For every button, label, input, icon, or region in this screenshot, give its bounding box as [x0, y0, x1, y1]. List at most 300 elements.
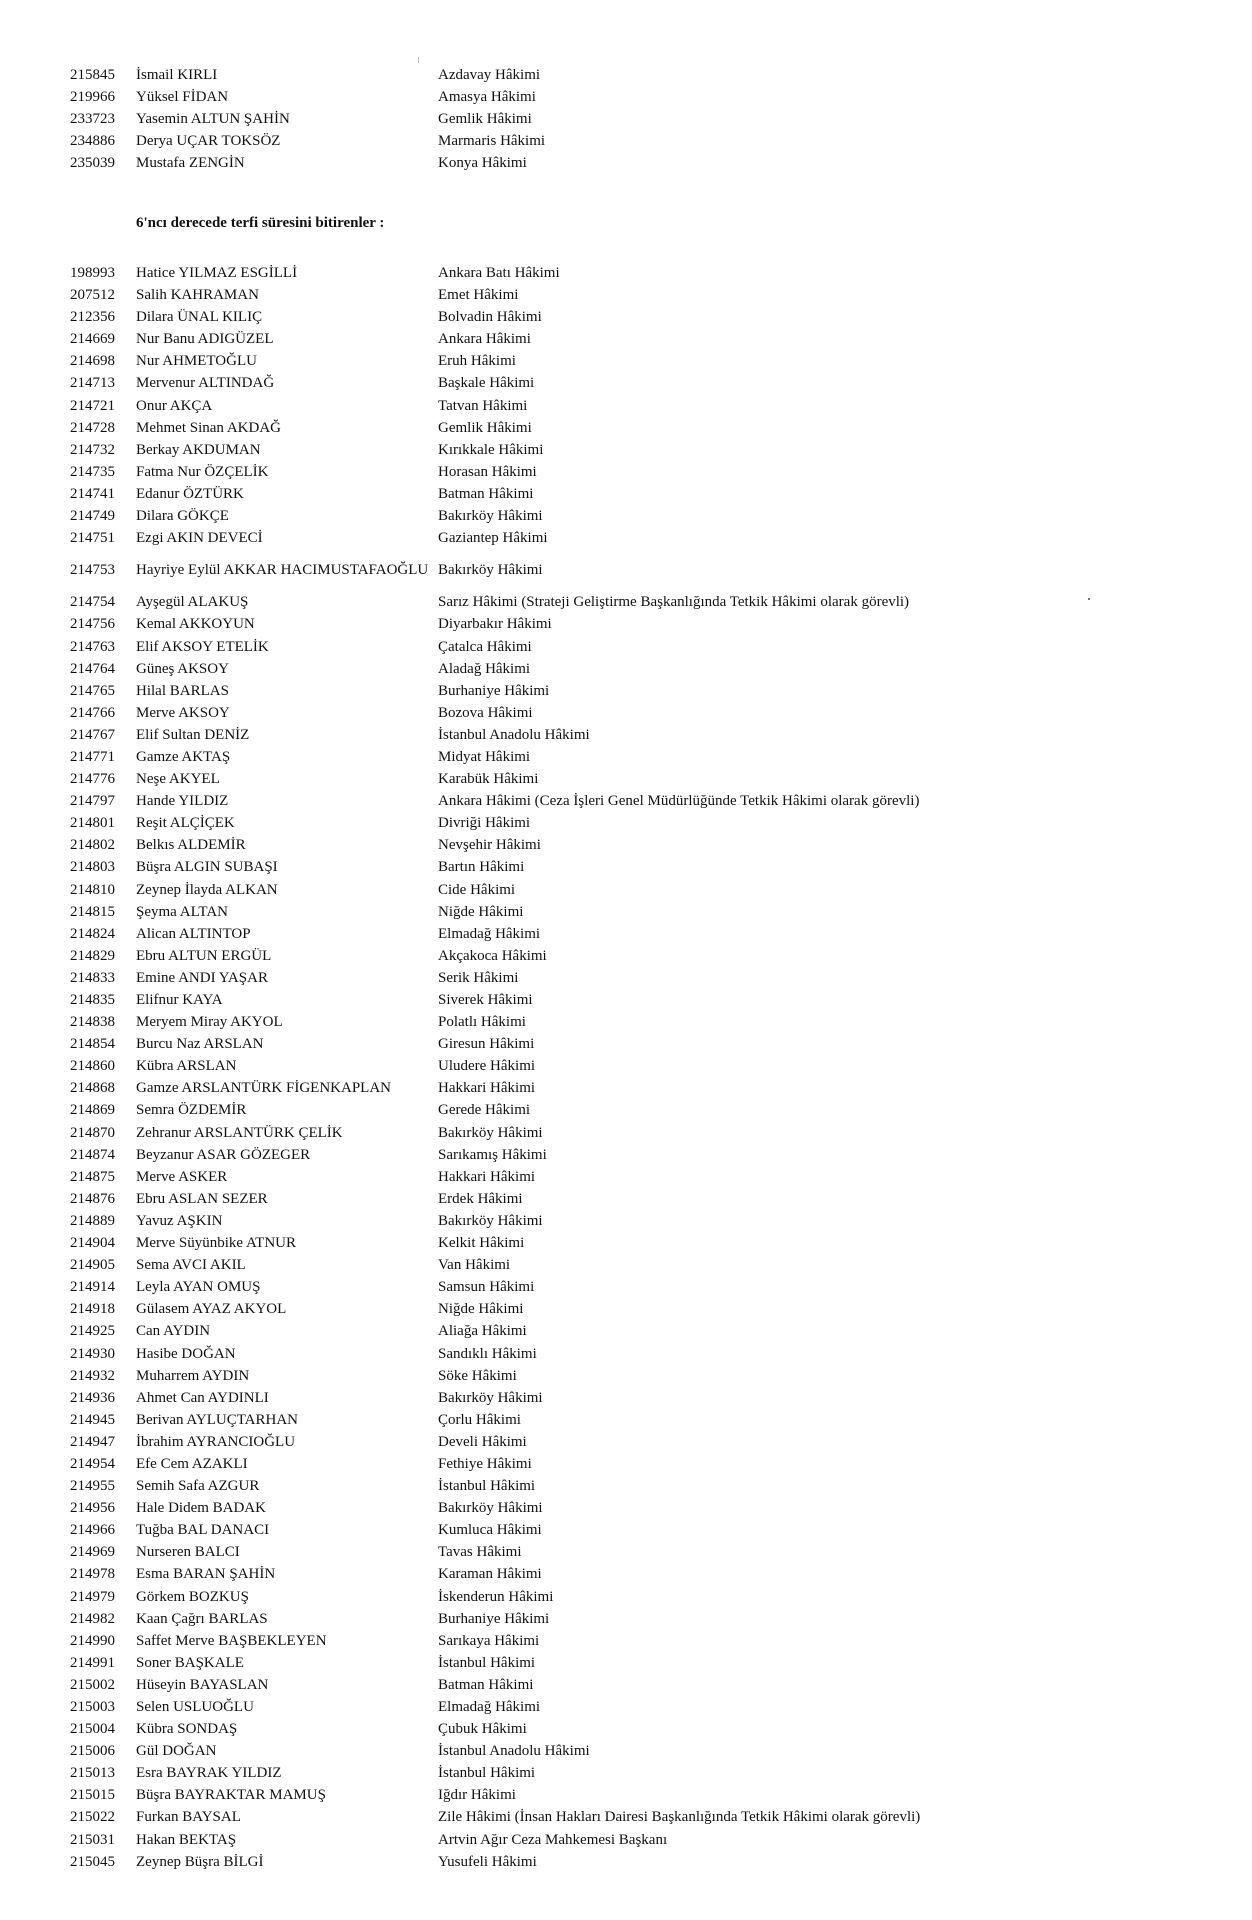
duty-station: Kırıkkale Hâkimi [438, 441, 544, 458]
list-item [0, 1497, 1252, 1519]
person-name: Efe Cem AZAKLI [136, 1455, 248, 1472]
sicil-number: 214810 [70, 881, 115, 898]
list-item [0, 636, 1252, 658]
duty-station: Bakırköy Hâkimi [438, 1212, 543, 1229]
person-name: Beyzanur ASAR GÖZEGER [136, 1146, 311, 1163]
list-item [0, 879, 1252, 901]
duty-station: Nevşehir Hâkimi [438, 837, 541, 854]
duty-station: Başkale Hâkimi [438, 375, 535, 392]
list-item [0, 439, 1252, 461]
person-name: Merve Süyünbike ATNUR [136, 1235, 296, 1252]
person-name: Hüseyin BAYASLAN [136, 1676, 269, 1693]
sicil-number: 214954 [70, 1455, 115, 1472]
person-name: Meryem Miray AKYOL [136, 1014, 283, 1031]
sicil-number: 214803 [70, 859, 115, 876]
list-item [0, 1740, 1252, 1762]
person-name: Gülasem AYAZ AKYOL [136, 1301, 287, 1318]
person-name: Merve AKSOY [136, 704, 230, 721]
sicil-number: 214815 [70, 903, 115, 920]
duty-station: Giresun Hâkimi [438, 1036, 535, 1053]
sicil-number: 215031 [70, 1831, 115, 1848]
sicil-number: 214732 [70, 441, 115, 458]
person-name: Dilara GÖKÇE [136, 508, 229, 525]
scan-artifact-dot [1088, 598, 1090, 600]
scan-artifact-mark [418, 57, 419, 63]
person-name: Hatice YILMAZ ESGİLLİ [136, 265, 298, 281]
sicil-number: 214741 [70, 485, 115, 502]
list-item [0, 64, 1252, 86]
person-name: Yasemin ALTUN ŞAHİN [136, 111, 290, 128]
person-name: Esra BAYRAK YILDIZ [136, 1765, 282, 1782]
list-item [0, 1652, 1252, 1674]
sicil-number: 214754 [70, 594, 115, 611]
sicil-number: 215006 [70, 1743, 115, 1760]
list-item [0, 1806, 1252, 1828]
list-item [0, 483, 1252, 505]
list-item [0, 746, 1252, 768]
list-item [0, 152, 1252, 174]
sicil-number: 219966 [70, 89, 115, 106]
person-name: Zeynep Büşra BİLGİ [136, 1853, 264, 1870]
duty-station: Samsun Hâkimi [438, 1279, 535, 1296]
duty-station: İstanbul Hâkimi [438, 1478, 536, 1495]
person-name: Ebru ASLAN SEZER [136, 1190, 268, 1207]
duty-station: Amasya Hâkimi [438, 89, 536, 106]
list-item [0, 1630, 1252, 1652]
person-name: Leyla AYAN OMUŞ [136, 1279, 261, 1296]
duty-station: Marmaris Hâkimi [438, 133, 546, 150]
duty-station: Elmadağ Hâkimi [438, 925, 541, 942]
person-name: Can AYDIN [136, 1323, 211, 1340]
person-name: Berkay AKDUMAN [136, 441, 261, 458]
sicil-number: 214991 [70, 1654, 115, 1671]
sicil-number: 214979 [70, 1588, 115, 1605]
duty-station: Eruh Hâkimi [438, 353, 516, 370]
person-name: Kübra SONDAŞ [136, 1721, 238, 1738]
duty-station: Tavas Hâkimi [438, 1544, 522, 1561]
person-name: İbrahim AYRANCIOĞLU [136, 1433, 296, 1450]
list-item [0, 1674, 1252, 1696]
person-name: Güneş AKSOY [136, 660, 229, 677]
duty-station: Develi Hâkimi [438, 1433, 527, 1450]
list-item [0, 284, 1252, 306]
sicil-number: 214767 [70, 726, 115, 743]
sicil-number: 214982 [70, 1610, 115, 1627]
list-item [0, 1608, 1252, 1630]
row-gap [0, 581, 1252, 591]
duty-station: İstanbul Hâkimi [438, 1654, 536, 1671]
sicil-number: 215045 [70, 1853, 115, 1870]
person-name: Dilara ÜNAL KILIÇ [136, 309, 263, 326]
duty-station: İstanbul Hâkimi [438, 1765, 536, 1782]
sicil-number: 214728 [70, 419, 115, 436]
person-name: Kemal AKKOYUN [136, 616, 255, 633]
sicil-number: 207512 [70, 287, 115, 304]
sicil-number: 214749 [70, 508, 115, 525]
list-item [0, 591, 1252, 613]
sicil-number: 214766 [70, 704, 115, 721]
person-name: Salih KAHRAMAN [136, 287, 259, 304]
list-item [0, 417, 1252, 439]
person-name: Semih Safa AZGUR [136, 1478, 260, 1495]
duty-station: Bakırköy Hâkimi [438, 562, 543, 579]
duty-station: Sarız Hâkimi (Strateji Geliştirme Başkanlığında Tetkik Hâkimi olarak görevli) [438, 594, 910, 611]
sicil-number: 214765 [70, 682, 115, 699]
person-name: Nur Banu ADIGÜZEL [136, 331, 274, 348]
list-item [0, 812, 1252, 834]
sicil-number: 215015 [70, 1787, 115, 1804]
duty-station: Burhaniye Hâkimi [438, 682, 550, 699]
duty-station: Aladağ Hâkimi [438, 660, 531, 677]
sicil-number: 215845 [70, 67, 115, 83]
duty-station: Gerede Hâkimi [438, 1102, 531, 1119]
duty-station: Horasan Hâkimi [438, 463, 537, 480]
sicil-number: 214801 [70, 815, 115, 832]
sicil-number: 214932 [70, 1367, 115, 1384]
list-item [0, 1232, 1252, 1254]
sicil-number: 214860 [70, 1058, 115, 1075]
sicil-number: 214978 [70, 1566, 115, 1583]
duty-station: Söke Hâkimi [438, 1367, 517, 1384]
list-item [0, 1851, 1252, 1873]
list-item [0, 1519, 1252, 1541]
sicil-number: 214802 [70, 837, 115, 854]
duty-station: Gemlik Hâkimi [438, 419, 532, 436]
list-item [0, 768, 1252, 790]
duty-station: Midyat Hâkimi [438, 748, 531, 765]
sicil-number: 214874 [70, 1146, 115, 1163]
sicil-number: 214753 [70, 562, 115, 579]
list-item [0, 856, 1252, 878]
sicil-number: 214945 [70, 1411, 115, 1428]
person-name: Merve ASKER [136, 1168, 228, 1185]
duty-station: Çubuk Hâkimi [438, 1721, 527, 1738]
list-item [0, 1475, 1252, 1497]
sicil-number: 214771 [70, 748, 115, 765]
list-item [0, 790, 1252, 812]
list-item [0, 1453, 1252, 1475]
sicil-number: 212356 [70, 309, 115, 326]
list-item [0, 1409, 1252, 1431]
list-item [0, 130, 1252, 152]
sicil-number: 214956 [70, 1500, 115, 1517]
duty-station: Akçakoca Hâkimi [438, 947, 547, 964]
sicil-number: 233723 [70, 111, 115, 128]
person-name: Selen USLUOĞLU [136, 1699, 254, 1715]
row-gap [0, 549, 1252, 559]
duty-station: Yusufeli Hâkimi [438, 1853, 537, 1870]
person-name: İsmail KIRLI [136, 67, 218, 83]
person-name: Alican ALTINTOP [136, 925, 251, 942]
person-name: Muharrem AYDIN [136, 1367, 250, 1384]
duty-station: Bozova Hâkimi [438, 704, 533, 721]
list-group-1 [0, 64, 1252, 174]
sicil-number: 214797 [70, 793, 115, 810]
list-item [0, 1829, 1252, 1851]
person-name: Zehranur ARSLANTÜRK ÇELİK [136, 1124, 343, 1141]
person-name: Yavuz AŞKIN [136, 1212, 223, 1229]
duty-station: Kumluca Hâkimi [438, 1522, 542, 1539]
sicil-number: 214966 [70, 1522, 115, 1539]
sicil-number: 214869 [70, 1102, 115, 1119]
duty-station: Niğde Hâkimi [438, 1301, 524, 1318]
list-item [0, 1762, 1252, 1784]
duty-station: Burhaniye Hâkimi [438, 1610, 550, 1627]
sicil-number: 214947 [70, 1433, 115, 1450]
person-name: Mervenur ALTINDAĞ [136, 375, 275, 392]
list-item [0, 328, 1252, 350]
duty-station: Hakkari Hâkimi [438, 1080, 536, 1097]
duty-station: Sarıkaya Hâkimi [438, 1632, 540, 1649]
sicil-number: 215022 [70, 1809, 115, 1826]
list-item [0, 1276, 1252, 1298]
sicil-number: 214829 [70, 947, 115, 964]
person-name: Emine ANDI YAŞAR [136, 969, 268, 986]
list-item [0, 1343, 1252, 1365]
duty-station: İstanbul Anadolu Hâkimi [438, 726, 590, 743]
duty-station: Iğdır Hâkimi [438, 1787, 516, 1804]
person-name: Hilal BARLAS [136, 682, 229, 699]
duty-station: Hakkari Hâkimi [438, 1168, 536, 1185]
duty-station: Karaman Hâkimi [438, 1566, 542, 1583]
duty-station: Bartın Hâkimi [438, 859, 525, 876]
person-name: Büşra ALGIN SUBAŞI [136, 859, 278, 876]
list-item [0, 1718, 1252, 1740]
person-name: Büşra BAYRAKTAR MAMUŞ [136, 1787, 326, 1804]
sicil-number: 214868 [70, 1080, 115, 1097]
sicil-number: 214918 [70, 1301, 115, 1318]
sicil-number: 214776 [70, 771, 115, 788]
duty-station: Polatlı Hâkimi [438, 1014, 526, 1031]
duty-station: Erdek Hâkimi [438, 1190, 523, 1207]
person-name: Fatma Nur ÖZÇELİK [136, 463, 269, 480]
duty-station: Tatvan Hâkimi [438, 397, 528, 414]
person-name: Esma BARAN ŞAHİN [136, 1566, 276, 1583]
sicil-number: 198993 [70, 265, 115, 281]
duty-station: Sarıkamış Hâkimi [438, 1146, 547, 1163]
person-name: Hasibe DOĞAN [136, 1345, 236, 1362]
list-item [0, 1254, 1252, 1276]
list-item [0, 945, 1252, 967]
duty-station: İstanbul Anadolu Hâkimi [438, 1743, 590, 1760]
list-item [0, 1188, 1252, 1210]
duty-station: Bakırköy Hâkimi [438, 1389, 543, 1406]
duty-station: İskenderun Hâkimi [438, 1588, 554, 1605]
list-item [0, 505, 1252, 527]
person-name: Mustafa ZENGİN [136, 155, 245, 172]
duty-station: Siverek Hâkimi [438, 992, 533, 1008]
person-name: Gül DOĞAN [136, 1743, 217, 1760]
sicil-number: 234886 [70, 133, 115, 150]
person-name: Burcu Naz ARSLAN [136, 1036, 264, 1053]
duty-station: Sandıklı Hâkimi [438, 1345, 537, 1362]
list-item [0, 613, 1252, 635]
duty-station: Ankara Batı Hâkimi [438, 265, 560, 281]
person-name: Gamze AKTAŞ [136, 748, 231, 765]
list-item [0, 108, 1252, 130]
duty-station: Azdavay Hâkimi [438, 67, 541, 83]
sicil-number: 214876 [70, 1190, 115, 1207]
person-name: Ahmet Can AYDINLI [136, 1389, 269, 1406]
sicil-number: 214889 [70, 1212, 115, 1229]
list-item [0, 1099, 1252, 1121]
duty-station: Bakırköy Hâkimi [438, 508, 543, 525]
person-name: Hale Didem BADAK [136, 1500, 266, 1517]
list-item [0, 372, 1252, 394]
duty-station: Serik Hâkimi [438, 969, 519, 986]
sicil-number: 214854 [70, 1036, 115, 1053]
duty-station: Bakırköy Hâkimi [438, 1124, 543, 1141]
person-name: Mehmet Sinan AKDAĞ [136, 419, 281, 436]
duty-station: Batman Hâkimi [438, 485, 534, 502]
list-item [0, 1387, 1252, 1409]
person-name: Neşe AKYEL [136, 771, 220, 788]
list-item [0, 724, 1252, 746]
duty-station: Kelkit Hâkimi [438, 1235, 525, 1252]
duty-station: Bolvadin Hâkimi [438, 309, 542, 326]
person-name: Yüksel FİDAN [136, 89, 229, 106]
sicil-number: 214930 [70, 1345, 115, 1362]
list-item [0, 1166, 1252, 1188]
person-name: Ayşegül ALAKUŞ [136, 594, 249, 611]
person-name: Elifnur KAYA [136, 992, 223, 1008]
duty-station: Zile Hâkimi (İnsan Hakları Dairesi Başkanlığında Tetkik Hâkimi olarak görevli) [438, 1809, 921, 1826]
person-name: Ezgi AKIN DEVECİ [136, 530, 263, 547]
list-item [0, 1210, 1252, 1232]
person-name: Şeyma ALTAN [136, 903, 228, 920]
list-item [0, 559, 1252, 581]
person-name: Reşit ALÇİÇEK [136, 815, 235, 832]
list-item [0, 989, 1252, 1011]
list-subgroup-b [0, 559, 1252, 581]
section-heading: 6'ncı derecede terfi süresini bitirenler : [136, 215, 385, 231]
sicil-number: 214904 [70, 1235, 115, 1252]
person-name: Görkem BOZKUŞ [136, 1588, 249, 1605]
duty-station: Karabük Hâkimi [438, 771, 539, 788]
list-item [0, 350, 1252, 372]
person-name: Hande YILDIZ [136, 793, 229, 810]
list-item [0, 306, 1252, 328]
duty-station: Niğde Hâkimi [438, 903, 524, 920]
list-item [0, 1320, 1252, 1342]
duty-station: Batman Hâkimi [438, 1676, 534, 1693]
person-name: Sema AVCI AKIL [136, 1257, 246, 1274]
sicil-number: 214833 [70, 969, 115, 986]
list-item [0, 1298, 1252, 1320]
person-name: Gamze ARSLANTÜRK FİGENKAPLAN [136, 1080, 391, 1097]
person-name: Edanur ÖZTÜRK [136, 485, 244, 502]
sicil-number: 214870 [70, 1124, 115, 1141]
list-item [0, 1033, 1252, 1055]
duty-station: Bakırköy Hâkimi [438, 1500, 543, 1517]
list-item [0, 702, 1252, 724]
duty-station: Ankara Hâkimi [438, 331, 531, 348]
duty-station: Diyarbakır Hâkimi [438, 616, 552, 633]
list-item [0, 1055, 1252, 1077]
list-item [0, 1784, 1252, 1806]
sicil-number: 215004 [70, 1721, 115, 1738]
person-name: Zeynep İlayda ALKAN [136, 881, 278, 898]
sicil-number: 214990 [70, 1632, 115, 1649]
person-name: Tuğba BAL DANACI [136, 1522, 270, 1539]
sicil-number: 215013 [70, 1765, 115, 1782]
person-name: Soner BAŞKALE [136, 1654, 244, 1671]
person-name: Hakan BEKTAŞ [136, 1831, 237, 1848]
person-name: Furkan BAYSAL [136, 1809, 241, 1826]
list-subgroup-c [0, 591, 1252, 1872]
duty-station: Fethiye Hâkimi [438, 1455, 532, 1472]
person-name: Semra ÖZDEMİR [136, 1102, 247, 1119]
sicil-number: 214838 [70, 1014, 115, 1031]
sicil-number: 214764 [70, 660, 115, 677]
sicil-number: 214936 [70, 1389, 115, 1406]
duty-station: Emet Hâkimi [438, 287, 519, 304]
sicil-number: 215002 [70, 1676, 115, 1693]
sicil-number: 214925 [70, 1323, 115, 1340]
sicil-number: 214905 [70, 1257, 115, 1274]
sicil-number: 214763 [70, 638, 115, 655]
list-item [0, 527, 1252, 549]
list-item [0, 1122, 1252, 1144]
sicil-number: 214721 [70, 397, 115, 414]
list-item [0, 1586, 1252, 1608]
person-name: Nur AHMETOĞLU [136, 353, 257, 370]
list-item [0, 86, 1252, 108]
sicil-number: 214969 [70, 1544, 115, 1561]
list-group-2 [0, 262, 1252, 1873]
list-item [0, 680, 1252, 702]
list-item [0, 1011, 1252, 1033]
list-item [0, 1144, 1252, 1166]
list-item [0, 834, 1252, 856]
person-name: Elif Sultan DENİZ [136, 726, 250, 743]
person-name: Onur AKÇA [136, 397, 213, 414]
list-item [0, 395, 1252, 417]
person-name: Saffet Merve BAŞBEKLEYEN [136, 1632, 327, 1649]
duty-station: Van Hâkimi [438, 1257, 511, 1274]
person-name: Elif AKSOY ETELİK [136, 638, 269, 655]
list-item [0, 1431, 1252, 1453]
person-name: Ebru ALTUN ERGÜL [136, 947, 272, 964]
sicil-number: 214756 [70, 616, 115, 633]
duty-station: Ankara Hâkimi (Ceza İşleri Genel Müdürlüğünde Tetkik Hâkimi olarak görevli) [438, 793, 920, 810]
duty-station: Divriği Hâkimi [438, 815, 531, 832]
list-item [0, 901, 1252, 923]
duty-station: Çorlu Hâkimi [438, 1411, 521, 1428]
person-name: Kübra ARSLAN [136, 1058, 237, 1075]
sicil-number: 214698 [70, 353, 115, 370]
list-item [0, 1365, 1252, 1387]
list-subgroup-a [0, 262, 1252, 549]
duty-station: Çatalca Hâkimi [438, 638, 532, 655]
person-name: Kaan Çağrı BARLAS [136, 1610, 268, 1627]
list-item [0, 262, 1252, 284]
list-item [0, 1541, 1252, 1563]
duty-station: Aliağa Hâkimi [438, 1323, 527, 1340]
person-name: Berivan AYLUÇTARHAN [136, 1411, 298, 1428]
sicil-number: 214835 [70, 992, 115, 1008]
list-item [0, 967, 1252, 989]
duty-station: Uludere Hâkimi [438, 1058, 536, 1075]
sicil-number: 214955 [70, 1478, 115, 1495]
duty-station: Gaziantep Hâkimi [438, 530, 548, 547]
person-name: Nurseren BALCI [136, 1544, 240, 1561]
sicil-number: 214713 [70, 375, 115, 392]
sicil-number: 214669 [70, 331, 115, 348]
sicil-number: 215003 [70, 1699, 115, 1715]
list-item [0, 923, 1252, 945]
sicil-number: 214751 [70, 530, 115, 547]
